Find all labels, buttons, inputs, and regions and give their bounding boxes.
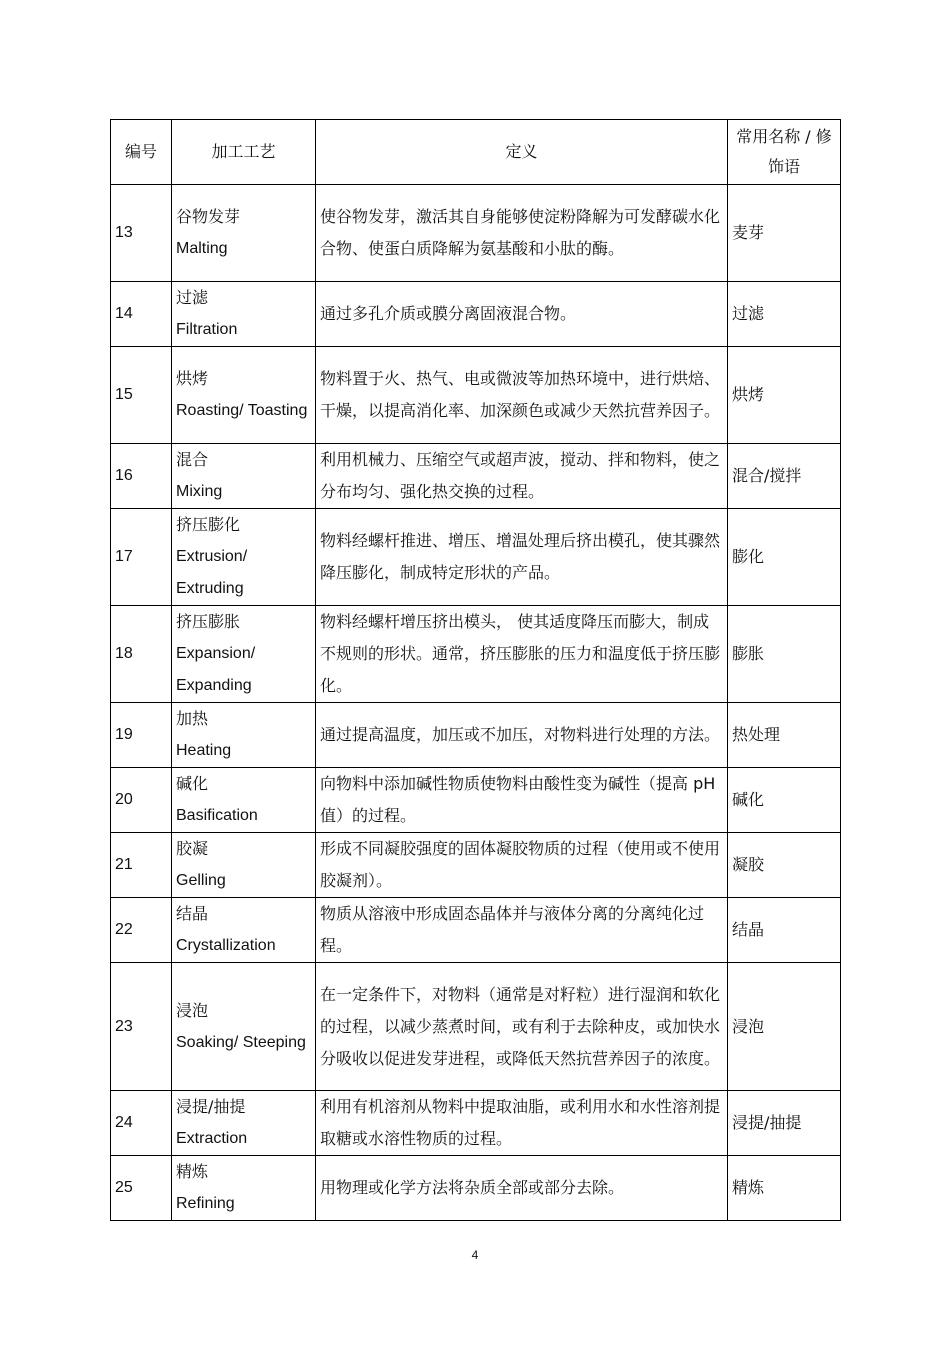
definition-cell: 形成不同凝胶强度的固体凝胶物质的过程（使用或不使用胶凝剂）。 xyxy=(316,833,728,898)
definition-cell: 利用机械力、压缩空气或超声波，搅动、拌和物料，使之分布均匀、强化热交换的过程。 xyxy=(316,444,728,509)
process-cell xyxy=(172,963,316,1091)
common-name-cell: 烘烤 xyxy=(728,347,841,444)
row-number: 18 xyxy=(111,606,172,703)
process-cell xyxy=(172,185,316,282)
process-zh: 胶凝 xyxy=(176,839,209,858)
row-number: 14 xyxy=(111,282,172,347)
definition-cell: 物质从溶液中形成固态晶体并与液体分离的分离纯化过程。 xyxy=(316,898,728,963)
process-cell xyxy=(172,606,316,703)
common-name-cell: 凝胶 xyxy=(728,833,841,898)
table-row xyxy=(111,833,841,898)
process-cell xyxy=(172,898,316,963)
process-en: Extrusion/ Extruding xyxy=(176,548,248,597)
definition-cell: 用物理或化学方法将杂质全部或部分去除。 xyxy=(316,1156,728,1221)
definition-cell: 利用有机溶剂从物料中提取油脂，或利用水和水性溶剂提取糖或水溶性物质的过程。 xyxy=(316,1091,728,1156)
process-zh: 挤压膨胀 xyxy=(176,612,241,631)
process-cell xyxy=(172,768,316,833)
process-definition-table xyxy=(110,119,841,1221)
row-number: 17 xyxy=(111,509,172,606)
table-row xyxy=(111,768,841,833)
process-zh: 结晶 xyxy=(176,904,209,923)
process-en: Refining xyxy=(176,1195,235,1212)
table-header-row xyxy=(111,120,841,185)
common-name-cell: 麦芽 xyxy=(728,185,841,282)
common-name-cell: 膨胀 xyxy=(728,606,841,703)
row-number: 15 xyxy=(111,347,172,444)
process-en: Mixing xyxy=(176,483,223,500)
header-common-name: 常用名称 / 修饰语 xyxy=(728,120,841,185)
process-cell xyxy=(172,282,316,347)
common-name-cell: 结晶 xyxy=(728,898,841,963)
process-cell xyxy=(172,509,316,606)
table-row xyxy=(111,1156,841,1221)
table-row xyxy=(111,898,841,963)
definition-cell: 物料经螺杆推进、增压、增温处理后挤出模孔，使其骤然降压膨化，制成特定形状的产品。 xyxy=(316,509,728,606)
process-en: Heating xyxy=(176,742,232,759)
table-row xyxy=(111,347,841,444)
table-row xyxy=(111,606,841,703)
row-number: 20 xyxy=(111,768,172,833)
process-cell xyxy=(172,703,316,768)
table-row xyxy=(111,282,841,347)
process-en: Expansion/ Expanding xyxy=(176,645,256,694)
definition-cell: 通过提高温度，加压或不加压，对物料进行处理的方法。 xyxy=(316,703,728,768)
page-number: 4 xyxy=(471,1248,479,1262)
process-cell xyxy=(172,444,316,509)
process-zh: 烘烤 xyxy=(176,369,209,388)
process-en: Basification xyxy=(176,807,258,824)
header-definition: 定义 xyxy=(316,120,728,185)
definition-cell: 使谷物发芽，激活其自身能够使淀粉降解为可发酵碳水化合物、使蛋白质降解为氨基酸和小肽的酶。 xyxy=(316,185,728,282)
table-row xyxy=(111,185,841,282)
table-row xyxy=(111,509,841,606)
process-zh: 精炼 xyxy=(176,1162,209,1181)
process-en: Malting xyxy=(176,240,228,257)
process-zh: 碱化 xyxy=(176,774,209,793)
process-zh: 加热 xyxy=(176,709,209,728)
definition-cell: 在一定条件下，对物料（通常是对籽粒）进行湿润和软化的过程，以减少蒸煮时间，或有利于去除种皮，或加快水分吸收以促进发芽进程，或降低天然抗营养因子的浓度。 xyxy=(316,963,728,1091)
common-name-cell: 热处理 xyxy=(728,703,841,768)
process-zh: 浸提/抽提 xyxy=(176,1097,246,1116)
definition-cell: 物料置于火、热气、电或微波等加热环境中，进行烘焙、干燥，以提高消化率、加深颜色或减少天然抗营养因子。 xyxy=(316,347,728,444)
common-name-cell: 混合/搅拌 xyxy=(728,444,841,509)
process-en: Filtration xyxy=(176,321,238,338)
row-number: 19 xyxy=(111,703,172,768)
row-number: 22 xyxy=(111,898,172,963)
process-en: Crystallization xyxy=(176,937,276,954)
process-cell xyxy=(172,1156,316,1221)
common-name-cell: 碱化 xyxy=(728,768,841,833)
process-en: Soaking/ Steeping xyxy=(176,1033,306,1051)
row-number: 13 xyxy=(111,185,172,282)
row-number: 24 xyxy=(111,1091,172,1156)
process-cell xyxy=(172,1091,316,1156)
row-number: 16 xyxy=(111,444,172,509)
definition-cell: 通过多孔介质或膜分离固液混合物。 xyxy=(316,282,728,347)
row-number: 21 xyxy=(111,833,172,898)
row-number: 25 xyxy=(111,1156,172,1221)
header-process: 加工工艺 xyxy=(172,120,316,185)
table-row xyxy=(111,703,841,768)
definition-cell: 物料经螺杆增压挤出模头， 使其适度降压而膨大，制成不规则的形状。通常，挤压膨胀的压力和温度低于挤压膨化。 xyxy=(316,606,728,703)
common-name-cell: 过滤 xyxy=(728,282,841,347)
table-row xyxy=(111,963,841,1091)
header-number: 编号 xyxy=(111,120,172,185)
common-name-cell: 浸提/抽提 xyxy=(728,1091,841,1156)
process-zh: 浸泡 xyxy=(176,1000,209,1020)
table-row xyxy=(111,444,841,509)
common-name-cell: 精炼 xyxy=(728,1156,841,1221)
process-zh: 挤压膨化 xyxy=(176,515,241,534)
process-zh: 谷物发芽 xyxy=(176,207,241,226)
process-zh: 过滤 xyxy=(176,288,209,307)
process-cell xyxy=(172,833,316,898)
process-en: Roasting/ Toasting xyxy=(176,402,308,419)
common-name-cell: 膨化 xyxy=(728,509,841,606)
process-en: Extraction xyxy=(176,1130,248,1147)
process-zh: 混合 xyxy=(176,450,209,469)
common-name-cell: 浸泡 xyxy=(728,963,841,1091)
table-row xyxy=(111,1091,841,1156)
process-en: Gelling xyxy=(176,872,226,889)
definition-cell: 向物料中添加碱性物质使物料由酸性变为碱性（提高 pH 值）的过程。 xyxy=(316,768,728,833)
process-cell xyxy=(172,347,316,444)
row-number: 23 xyxy=(111,963,172,1091)
